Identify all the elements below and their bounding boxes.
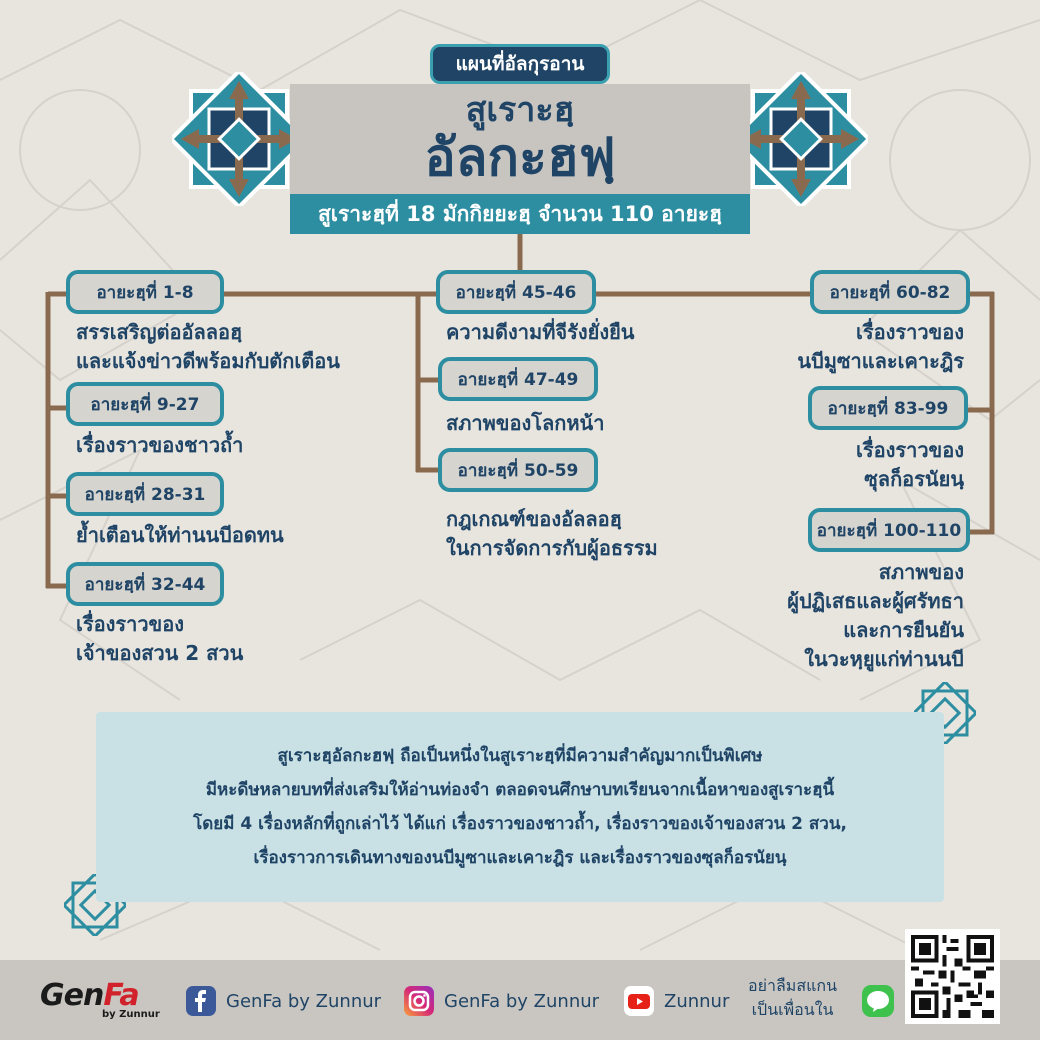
info-line: โดยมี 4 เรื่องหลักที่ถูกเล่าไว้ ได้แก่ เรื่องราวของชาวถ้ำ, เรื่องราวของเจ้าของสวน 2 สวน, <box>193 814 847 834</box>
description-line: เรื่องราวของ <box>855 320 964 344</box>
description-line: สรรเสริญต่ออัลลอฮฺ <box>76 320 243 344</box>
youtube-handle: Zunnur <box>664 990 730 1012</box>
section-description <box>787 558 964 674</box>
ayah-range-pill: อายะฮฺที่ 9-27 <box>66 382 224 426</box>
ayah-range-pill: อายะฮฺที่ 83-99 <box>808 386 968 430</box>
facebook-icon <box>186 986 216 1016</box>
youtube-link[interactable] <box>624 986 729 1016</box>
section-description <box>856 436 964 494</box>
section-description <box>446 318 634 347</box>
description-line: กฎเกณฑ์ของอัลลอฮฺ <box>446 507 622 531</box>
surah-title-line2: อัลกะฮฟฺ <box>424 128 616 188</box>
section-description <box>797 318 964 376</box>
description-line: เรื่องราวของชาวถ้ำ <box>76 433 244 457</box>
ayah-range-pill: อายะฮฺที่ 100-110 <box>808 508 970 552</box>
section-description <box>76 431 243 460</box>
youtube-icon <box>624 986 654 1016</box>
description-line: เรื่องราวของ <box>76 612 185 636</box>
facebook-handle: GenFa by Zunnur <box>226 990 382 1012</box>
instagram-handle: GenFa by Zunnur <box>444 990 600 1012</box>
info-box <box>96 712 944 902</box>
ayah-range-pill: อายะฮฺที่ 50-59 <box>438 448 598 492</box>
description-line: และแจ้งข่าวดีพร้อมกับตักเตือน <box>76 349 340 373</box>
section-description <box>76 610 243 668</box>
instagram-link[interactable] <box>404 986 599 1016</box>
logo-fa: Fa <box>103 978 139 1013</box>
qr-code[interactable] <box>905 929 1000 1024</box>
description-line: นบีมูซาและเคาะฎิร <box>797 349 964 373</box>
ayah-range-pill: อายะฮฺที่ 1-8 <box>66 270 224 314</box>
ayah-range-pill: อายะฮฺที่ 32-44 <box>66 562 224 606</box>
logo-gen: Gen <box>40 978 104 1013</box>
description-line: ความดีงามที่จีรังยั่งยืน <box>446 320 635 344</box>
description-line: ผู้ปฏิเสธและผู้ศรัทธา <box>787 589 964 613</box>
scan-reminder <box>748 974 837 1022</box>
ayah-range-pill: อายะฮฺที่ 60-82 <box>810 270 970 314</box>
description-line: เรื่องราวของ <box>855 438 964 462</box>
section-description <box>446 409 604 438</box>
info-line: สูเราะฮฺอัลกะฮฟฺ ถือเป็นหนึ่งในสูเราะฮฺที่มีความสำคัญมากเป็นพิเศษ <box>277 746 763 766</box>
ayah-range-pill: อายะฮฺที่ 47-49 <box>438 357 598 401</box>
info-line: มีหะดีษหลายบทที่ส่งเสริมให้อ่านท่องจำ ตลอดจนศึกษาบทเรียนจากเนื้อหาของสูเราะฮฺนี้ <box>205 780 835 800</box>
facebook-link[interactable] <box>186 986 381 1016</box>
line-app-icon[interactable] <box>862 985 894 1017</box>
ayah-range-pill: อายะฮฺที่ 28-31 <box>66 472 224 516</box>
scan-line: อย่าลืมสแกน <box>748 976 838 995</box>
map-label: แผนที่อัลกุรอาน <box>430 44 610 84</box>
ayah-range-pill: อายะฮฺที่ 45-46 <box>436 270 596 314</box>
description-line: ซุลก็อรนัยนฺ <box>864 467 964 491</box>
logo-wordmark <box>40 978 160 1013</box>
description-line: เจ้าของสวน 2 สวน <box>76 641 244 665</box>
info-line: เรื่องราวการเดินทางของนบีมูซาและเคาะฎิร และเรื่องราวของซุลก็อรนัยนฺ <box>253 848 787 868</box>
section-description <box>76 318 340 376</box>
description-line: ในการจัดการกับผู้อธรรม <box>446 536 658 560</box>
description-line: ในวะหฺยูแก่ท่านนบี <box>804 647 964 671</box>
section-description <box>76 521 284 550</box>
surah-title-line1: สูเราะฮฺ <box>465 90 575 130</box>
scan-line: เป็นเพื่อนใน <box>751 1000 834 1019</box>
description-line: สภาพของ <box>878 560 964 584</box>
section-description <box>446 505 658 563</box>
logo-byline: by Zunnur <box>102 1009 160 1020</box>
genfa-logo[interactable] <box>40 978 160 1020</box>
description-line: ย้ำเตือนให้ท่านนบีอดทน <box>76 523 284 547</box>
surah-subtitle: สูเราะฮฺที่ 18 มักกิยยะฮฺ จำนวน 110 อายะฮฺ <box>290 194 750 234</box>
instagram-icon <box>404 986 434 1016</box>
description-line: สภาพของโลกหน้า <box>446 411 605 435</box>
description-line: และการยืนยัน <box>843 618 964 642</box>
